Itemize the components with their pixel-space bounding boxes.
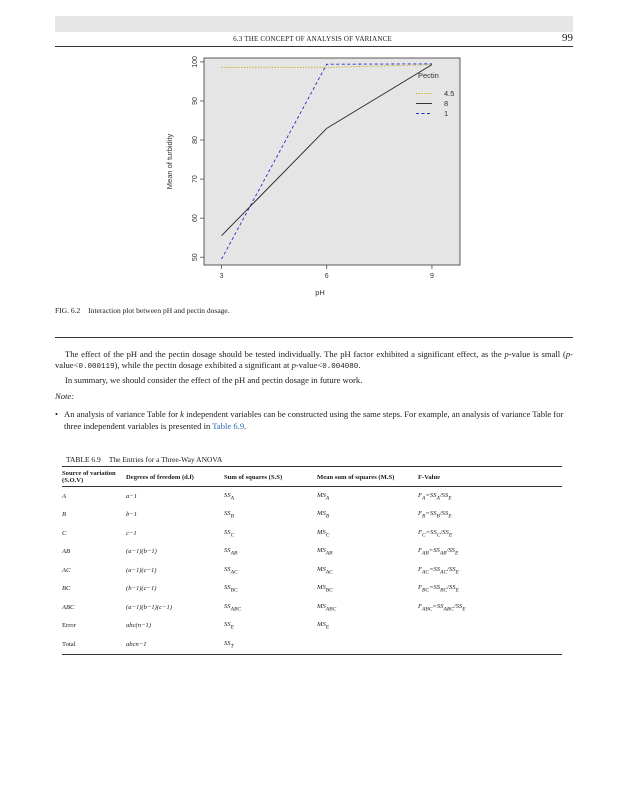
cell-source: AC xyxy=(62,566,71,574)
y-tick-label: 50 xyxy=(191,253,199,262)
legend-title: Pectin xyxy=(418,71,439,80)
cell-ss: $SS_{AC}$ xyxy=(224,565,238,575)
running-title: 6.3 THE CONCEPT OF ANALYSIS OF VARIANCE xyxy=(233,35,392,43)
cell-df: c−1 xyxy=(126,529,137,537)
cell-source: AB xyxy=(62,548,71,556)
cell-ms xyxy=(317,635,418,654)
table-row xyxy=(62,506,562,525)
cell-fvalue xyxy=(418,617,562,636)
figure-caption xyxy=(55,306,230,315)
cell-fvalue: $F_C=SS_C/SS_E$ xyxy=(418,528,453,538)
cell-ms: $MS_C$ xyxy=(317,528,330,538)
x-tick-label: 3 xyxy=(219,273,224,280)
legend-label: 1 xyxy=(444,109,449,118)
cell-source: ABC xyxy=(62,603,75,611)
x-tick-label: 9 xyxy=(429,273,434,280)
page-number: 99 xyxy=(562,32,573,44)
cell-fvalue: $F_B=SS_B/SS_E$ xyxy=(418,510,452,520)
cell-df: (a−1)(b−1)(c−1) xyxy=(126,603,172,611)
cell-ms: $MS_{BC}$ xyxy=(317,584,333,594)
cell-ss: $SS_E$ xyxy=(224,621,234,631)
header-bar xyxy=(55,16,573,32)
cell-fvalue: $F_{BC}=SS_{BC}/SS_E$ xyxy=(418,584,459,594)
table-row xyxy=(62,635,562,654)
x-tick-label: 6 xyxy=(324,273,329,280)
cell-df: abcn−1 xyxy=(126,635,224,654)
cell-ss: $SS_B$ xyxy=(224,510,234,520)
paragraph-results: The effect of the pH and the pectin dosage should be tested individually. The pH factor exhibited a significant effect, as the p-value is small (p-value<0.000119), while the pectin dosage exhibited a significant at p-value<0.004080. xyxy=(55,349,573,371)
y-tick-label: 80 xyxy=(191,136,199,144)
cell-source: BC xyxy=(62,585,71,593)
table-row xyxy=(62,617,562,636)
cell-fvalue: $F_A=SS_A/SS_E$ xyxy=(418,491,452,501)
cell-df: abc(n−1) xyxy=(126,622,151,630)
header-ss: Sum of squares (S.S) xyxy=(224,467,317,487)
anova-table xyxy=(62,466,562,655)
cell-ms: $MS_B$ xyxy=(317,510,330,520)
paragraph-summary: In summary, we should consider the effect of the pH and pectin dosage in future work. xyxy=(65,375,363,385)
cell-source: B xyxy=(62,511,67,519)
figure-caption-text: Interaction plot between pH and pectin dosage. xyxy=(88,306,230,315)
cell-source: Total xyxy=(62,635,126,654)
cell-ms: $MS_E$ xyxy=(317,621,330,631)
table-caption-label: TABLE 6.9 xyxy=(66,455,101,464)
cell-df: (a−1)(c−1) xyxy=(126,566,157,574)
cell-ss: $SS_A$ xyxy=(224,491,234,501)
header-fvalue: F-Value xyxy=(418,467,562,487)
cell-fvalue xyxy=(418,635,562,654)
table-header-row xyxy=(62,467,562,487)
figure-caption-label: FIG. 6.2 xyxy=(55,306,81,315)
cell-source: Error xyxy=(62,622,76,630)
bullet-icon: • xyxy=(55,409,59,419)
note-label: Note: xyxy=(55,391,75,401)
cell-df: a−1 xyxy=(126,492,138,500)
cell-source: A xyxy=(62,492,67,500)
header-df: Degrees of freedom (d.f) xyxy=(126,467,224,487)
header-source: Source of variation (S.O.V) xyxy=(62,467,126,487)
cell-source: C xyxy=(62,529,67,537)
legend-label: 4.5 xyxy=(444,89,455,98)
table-row xyxy=(62,598,562,617)
table-row xyxy=(62,561,562,580)
table-link[interactable]: Table 6.9 xyxy=(212,421,245,431)
cell-ss: $SS_{AB}$ xyxy=(224,547,238,557)
cell-ss: $SS_T$ xyxy=(224,635,317,654)
plot-area xyxy=(204,58,460,265)
table-caption-text: The Entries for a Three-Way ANOVA xyxy=(108,455,223,464)
bullet-item: • An analysis of variance Table for k independent variables can be constructed using the same steps. For example, an analysis of variance Table for three independent variables is presented in Table 6.9. xyxy=(55,409,564,431)
cell-df: (b−1)(c−1) xyxy=(126,585,157,593)
y-tick-label: 90 xyxy=(191,97,199,105)
cell-ss: $SS_{ABC}$ xyxy=(224,602,241,612)
cell-ms: $MS_{AB}$ xyxy=(317,547,333,557)
x-axis-label: pH xyxy=(315,288,325,297)
cell-ms: $MS_A$ xyxy=(317,491,330,501)
cell-df: b−1 xyxy=(126,511,138,519)
legend-label: 8 xyxy=(444,99,449,108)
table-row xyxy=(62,487,562,506)
cell-fvalue: $F_{ABC}=SS_{ABC}/SS_E$ xyxy=(418,602,466,612)
cell-fvalue: $F_{AB}=SS_{AB}/SS_E$ xyxy=(418,547,459,557)
y-tick-label: 100 xyxy=(191,56,199,68)
header-rule xyxy=(55,46,573,47)
y-axis-label: Mean of turbidity xyxy=(165,133,174,190)
table-row xyxy=(62,543,562,562)
section-rule xyxy=(55,337,573,338)
cell-ms: $MS_{ABC}$ xyxy=(317,602,337,612)
cell-ss: $SS_{BC}$ xyxy=(224,584,238,594)
interaction-plot xyxy=(160,50,480,302)
cell-fvalue: $F_{AC}=SS_{AC}/SS_E$ xyxy=(418,565,459,575)
cell-ms: $MS_{AC}$ xyxy=(317,565,333,575)
cell-df: (a−1)(b−1) xyxy=(126,548,157,556)
y-tick-label: 60 xyxy=(191,214,199,223)
header-ms: Mean sum of squares (M.S) xyxy=(317,467,418,487)
table-caption xyxy=(66,455,222,464)
y-tick-label: 70 xyxy=(191,175,199,183)
table-row xyxy=(62,524,562,543)
table-row xyxy=(62,580,562,599)
cell-ss: $SS_C$ xyxy=(224,528,235,538)
